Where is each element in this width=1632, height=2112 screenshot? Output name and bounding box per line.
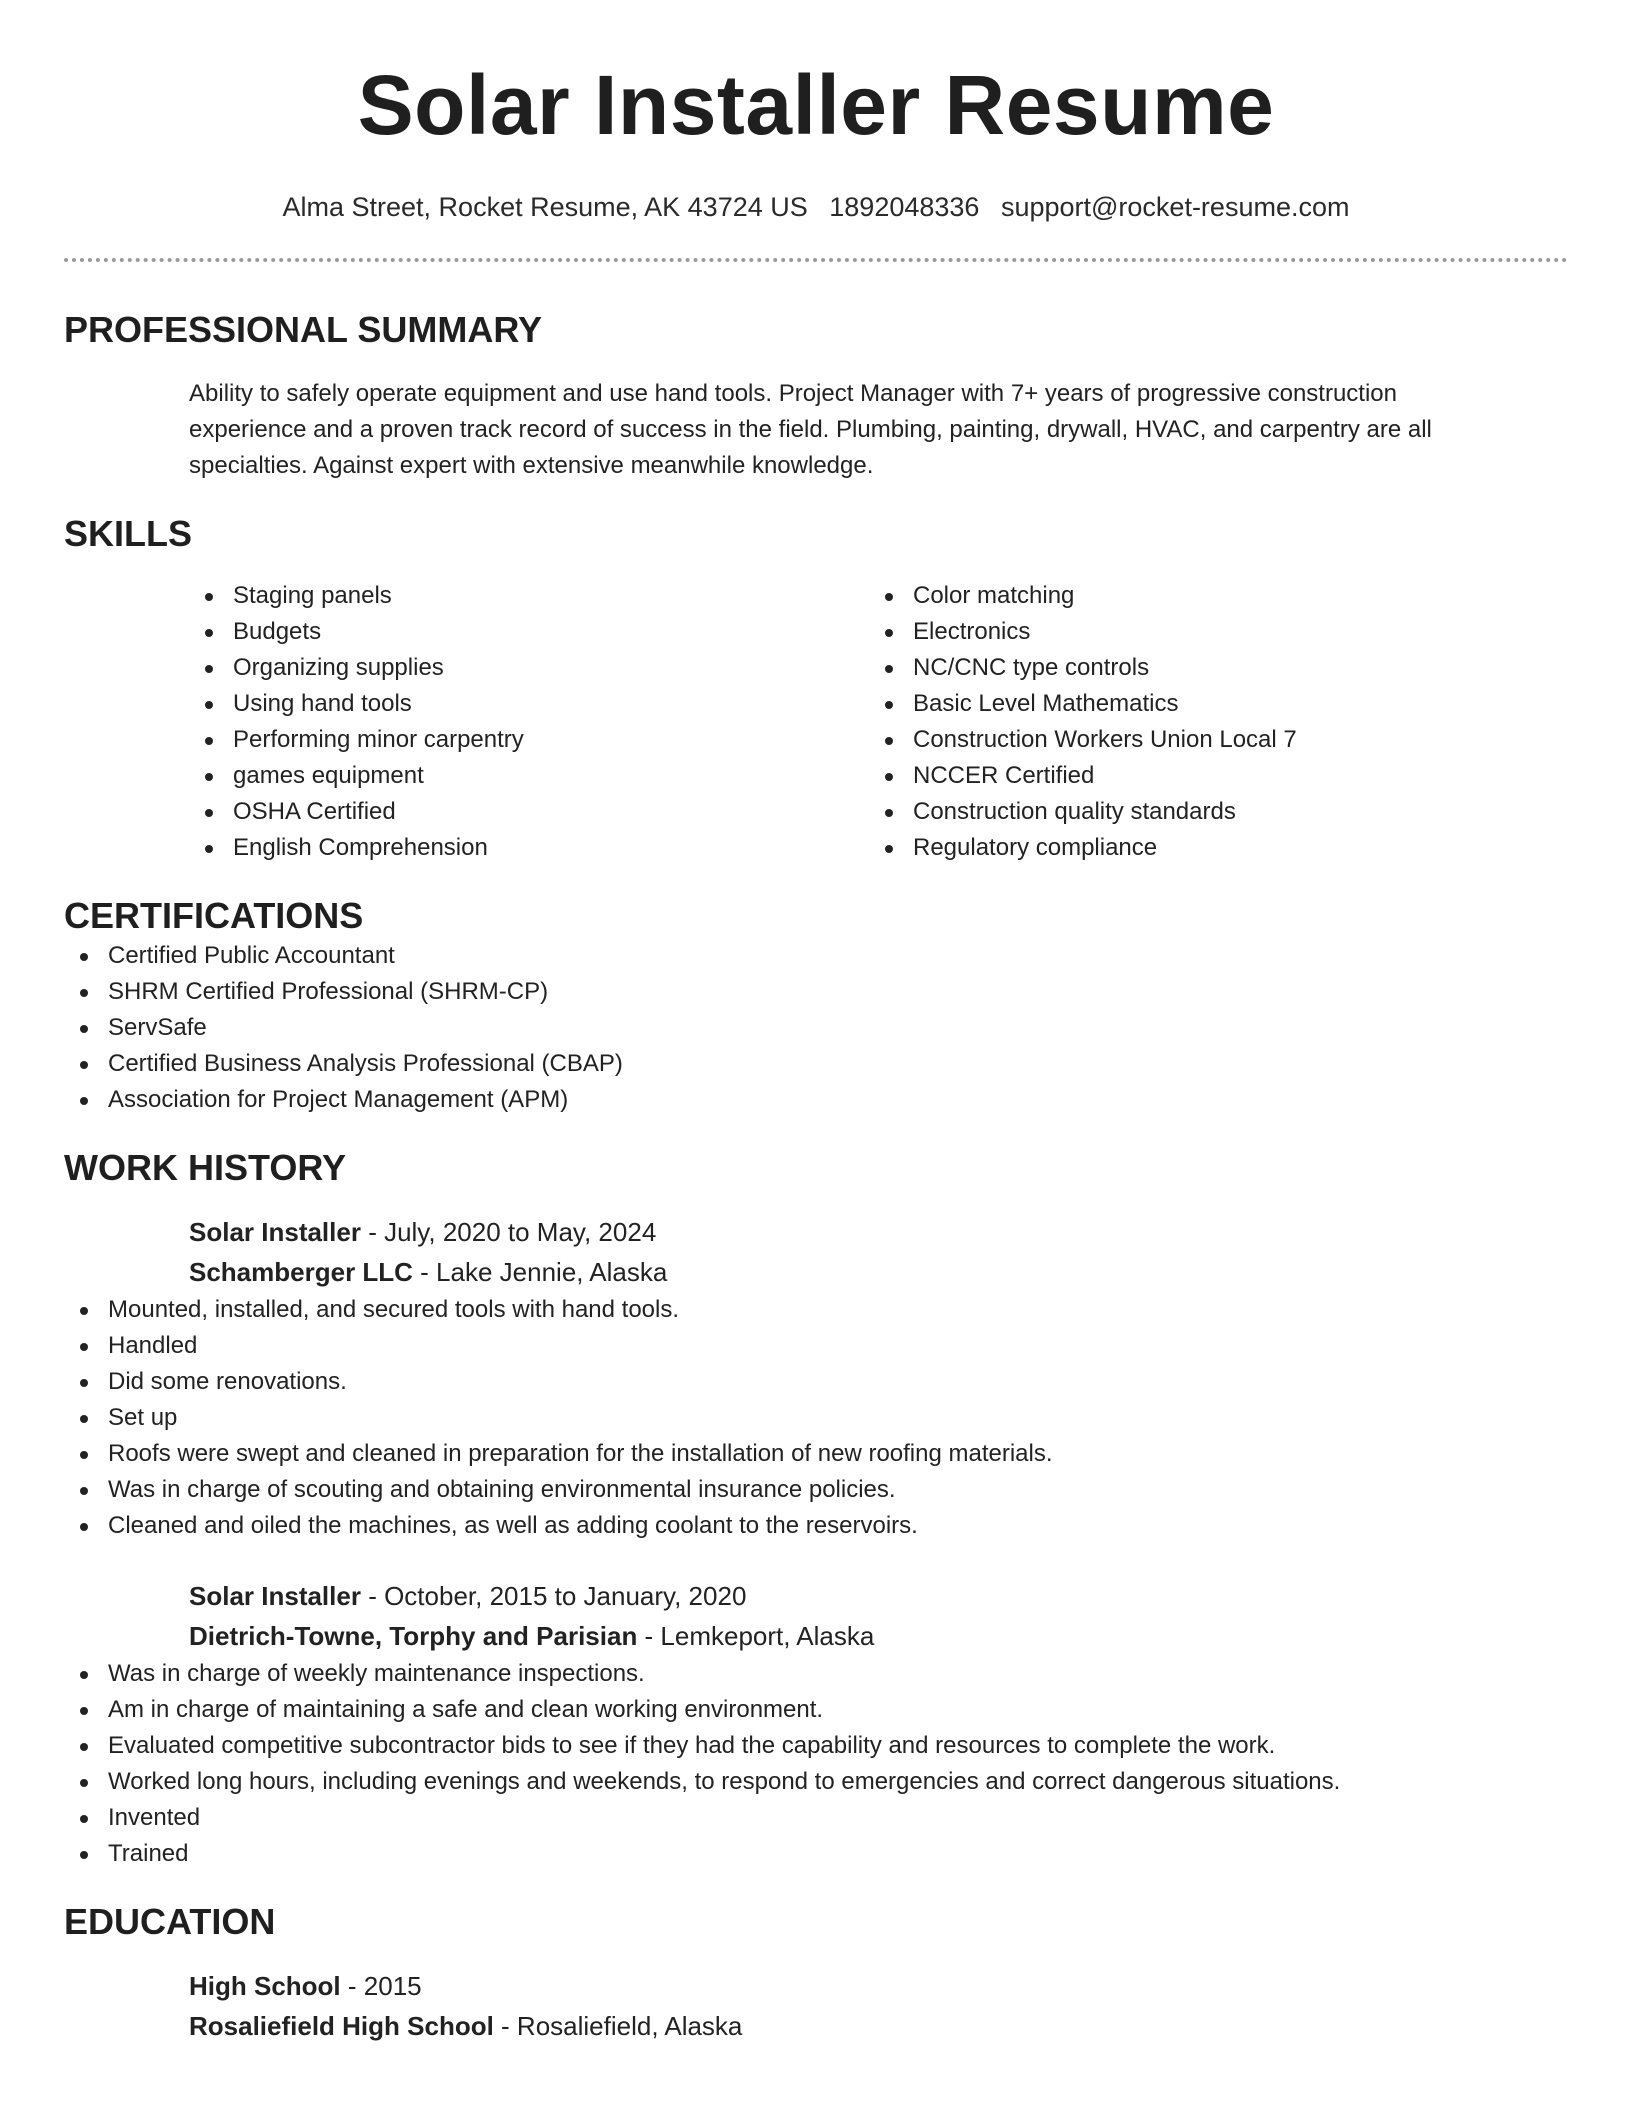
list-item: NCCER Certified bbox=[869, 758, 1549, 794]
skills-left-list bbox=[189, 578, 869, 866]
job-dates: - October, 2015 to January, 2020 bbox=[360, 1581, 747, 1611]
list-item: Am in charge of maintaining a safe and clean working environment. bbox=[64, 1692, 1568, 1728]
list-item: Performing minor carpentry bbox=[189, 722, 869, 758]
education-degree: High School bbox=[189, 1971, 341, 2001]
job-location: - Lemkeport, Alaska bbox=[637, 1621, 875, 1651]
certifications-list bbox=[64, 938, 1568, 1118]
contact-email: support@rocket-resume.com bbox=[1000, 192, 1350, 222]
job-company-line bbox=[189, 1252, 1568, 1292]
job-title-line bbox=[189, 1212, 1568, 1252]
job-title: Solar Installer bbox=[189, 1581, 361, 1611]
certifications-section bbox=[64, 894, 1568, 1118]
job-company: Dietrich-Towne, Torphy and Parisian bbox=[189, 1621, 638, 1651]
list-item: Worked long hours, including evenings and weekends, to respond to emergencies and correct dangerous situations. bbox=[64, 1764, 1568, 1800]
list-item: Mounted, installed, and secured tools with hand tools. bbox=[64, 1292, 1568, 1328]
work-history-section bbox=[64, 1146, 1568, 1872]
list-item: Color matching bbox=[869, 578, 1549, 614]
summary-text: Ability to safely operate equipment and use hand tools. Project Manager with 7+ years of progressive construction experience and a proven track record of success in the field. Plumbing, painting, drywall, HVAC, and carpentry are all specialties. Against expert with extensive meanwhile knowledge. bbox=[189, 380, 1432, 479]
list-item: Was in charge of scouting and obtaining environmental insurance policies. bbox=[64, 1472, 1568, 1508]
list-item: Trained bbox=[64, 1836, 1568, 1872]
job-company-line bbox=[189, 1616, 1568, 1656]
list-item: Certified Public Accountant bbox=[64, 938, 1568, 974]
list-item: Budgets bbox=[189, 614, 869, 650]
list-item: OSHA Certified bbox=[189, 794, 869, 830]
education-section bbox=[64, 1900, 1568, 2046]
list-item: Roofs were swept and cleaned in preparation for the installation of new roofing materials. bbox=[64, 1436, 1568, 1472]
work-history-heading: WORK HISTORY bbox=[64, 1147, 347, 1188]
education-degree-line bbox=[189, 1966, 1568, 2006]
skills-heading: SKILLS bbox=[64, 513, 193, 554]
contact-line bbox=[64, 190, 1568, 224]
education-location: - Rosaliefield, Alaska bbox=[493, 2011, 743, 2041]
list-item: NC/CNC type controls bbox=[869, 650, 1549, 686]
list-item: games equipment bbox=[189, 758, 869, 794]
education-school-line bbox=[189, 2006, 1568, 2046]
education-heading: EDUCATION bbox=[64, 1901, 276, 1942]
job-entry bbox=[64, 1576, 1568, 1872]
list-item: English Comprehension bbox=[189, 830, 869, 866]
list-item: Set up bbox=[64, 1400, 1568, 1436]
list-item: Regulatory compliance bbox=[869, 830, 1549, 866]
summary-heading: PROFESSIONAL SUMMARY bbox=[64, 309, 543, 350]
summary-section bbox=[64, 308, 1568, 484]
skills-grid bbox=[189, 578, 1568, 866]
job-bullets bbox=[64, 1292, 1568, 1544]
resume-title: Solar Installer Resume bbox=[357, 58, 1275, 152]
list-item: Staging panels bbox=[189, 578, 869, 614]
list-item: Organizing supplies bbox=[189, 650, 869, 686]
contact-address: Alma Street, Rocket Resume, AK 43724 US bbox=[282, 192, 808, 222]
list-item: SHRM Certified Professional (SHRM-CP) bbox=[64, 974, 1568, 1010]
list-item: Construction Workers Union Local 7 bbox=[869, 722, 1549, 758]
list-item: Basic Level Mathematics bbox=[869, 686, 1549, 722]
header-divider bbox=[64, 258, 1568, 262]
job-title: Solar Installer bbox=[189, 1217, 361, 1247]
skills-section bbox=[64, 512, 1568, 866]
list-item: Using hand tools bbox=[189, 686, 869, 722]
list-item: Did some renovations. bbox=[64, 1364, 1568, 1400]
job-location: - Lake Jennie, Alaska bbox=[412, 1257, 668, 1287]
list-item: Association for Project Management (APM) bbox=[64, 1082, 1568, 1118]
contact-phone: 1892048336 bbox=[829, 192, 980, 222]
job-title-line bbox=[189, 1576, 1568, 1616]
list-item: Cleaned and oiled the machines, as well as adding coolant to the reservoirs. bbox=[64, 1508, 1568, 1544]
list-item: Evaluated competitive subcontractor bids to see if they had the capability and resources to complete the work. bbox=[64, 1728, 1568, 1764]
list-item: Construction quality standards bbox=[869, 794, 1549, 830]
list-item: Electronics bbox=[869, 614, 1549, 650]
list-item: ServSafe bbox=[64, 1010, 1568, 1046]
skills-right-list bbox=[869, 578, 1549, 866]
list-item: Was in charge of weekly maintenance inspections. bbox=[64, 1656, 1568, 1692]
list-item: Invented bbox=[64, 1800, 1568, 1836]
certifications-heading: CERTIFICATIONS bbox=[64, 895, 364, 936]
list-item: Certified Business Analysis Professional (CBAP) bbox=[64, 1046, 1568, 1082]
job-bullets bbox=[64, 1656, 1568, 1872]
list-item: Handled bbox=[64, 1328, 1568, 1364]
education-school: Rosaliefield High School bbox=[189, 2011, 494, 2041]
education-year: - 2015 bbox=[340, 1971, 422, 2001]
job-entry bbox=[64, 1212, 1568, 1544]
job-company: Schamberger LLC bbox=[189, 1257, 413, 1287]
job-dates: - July, 2020 to May, 2024 bbox=[360, 1217, 657, 1247]
